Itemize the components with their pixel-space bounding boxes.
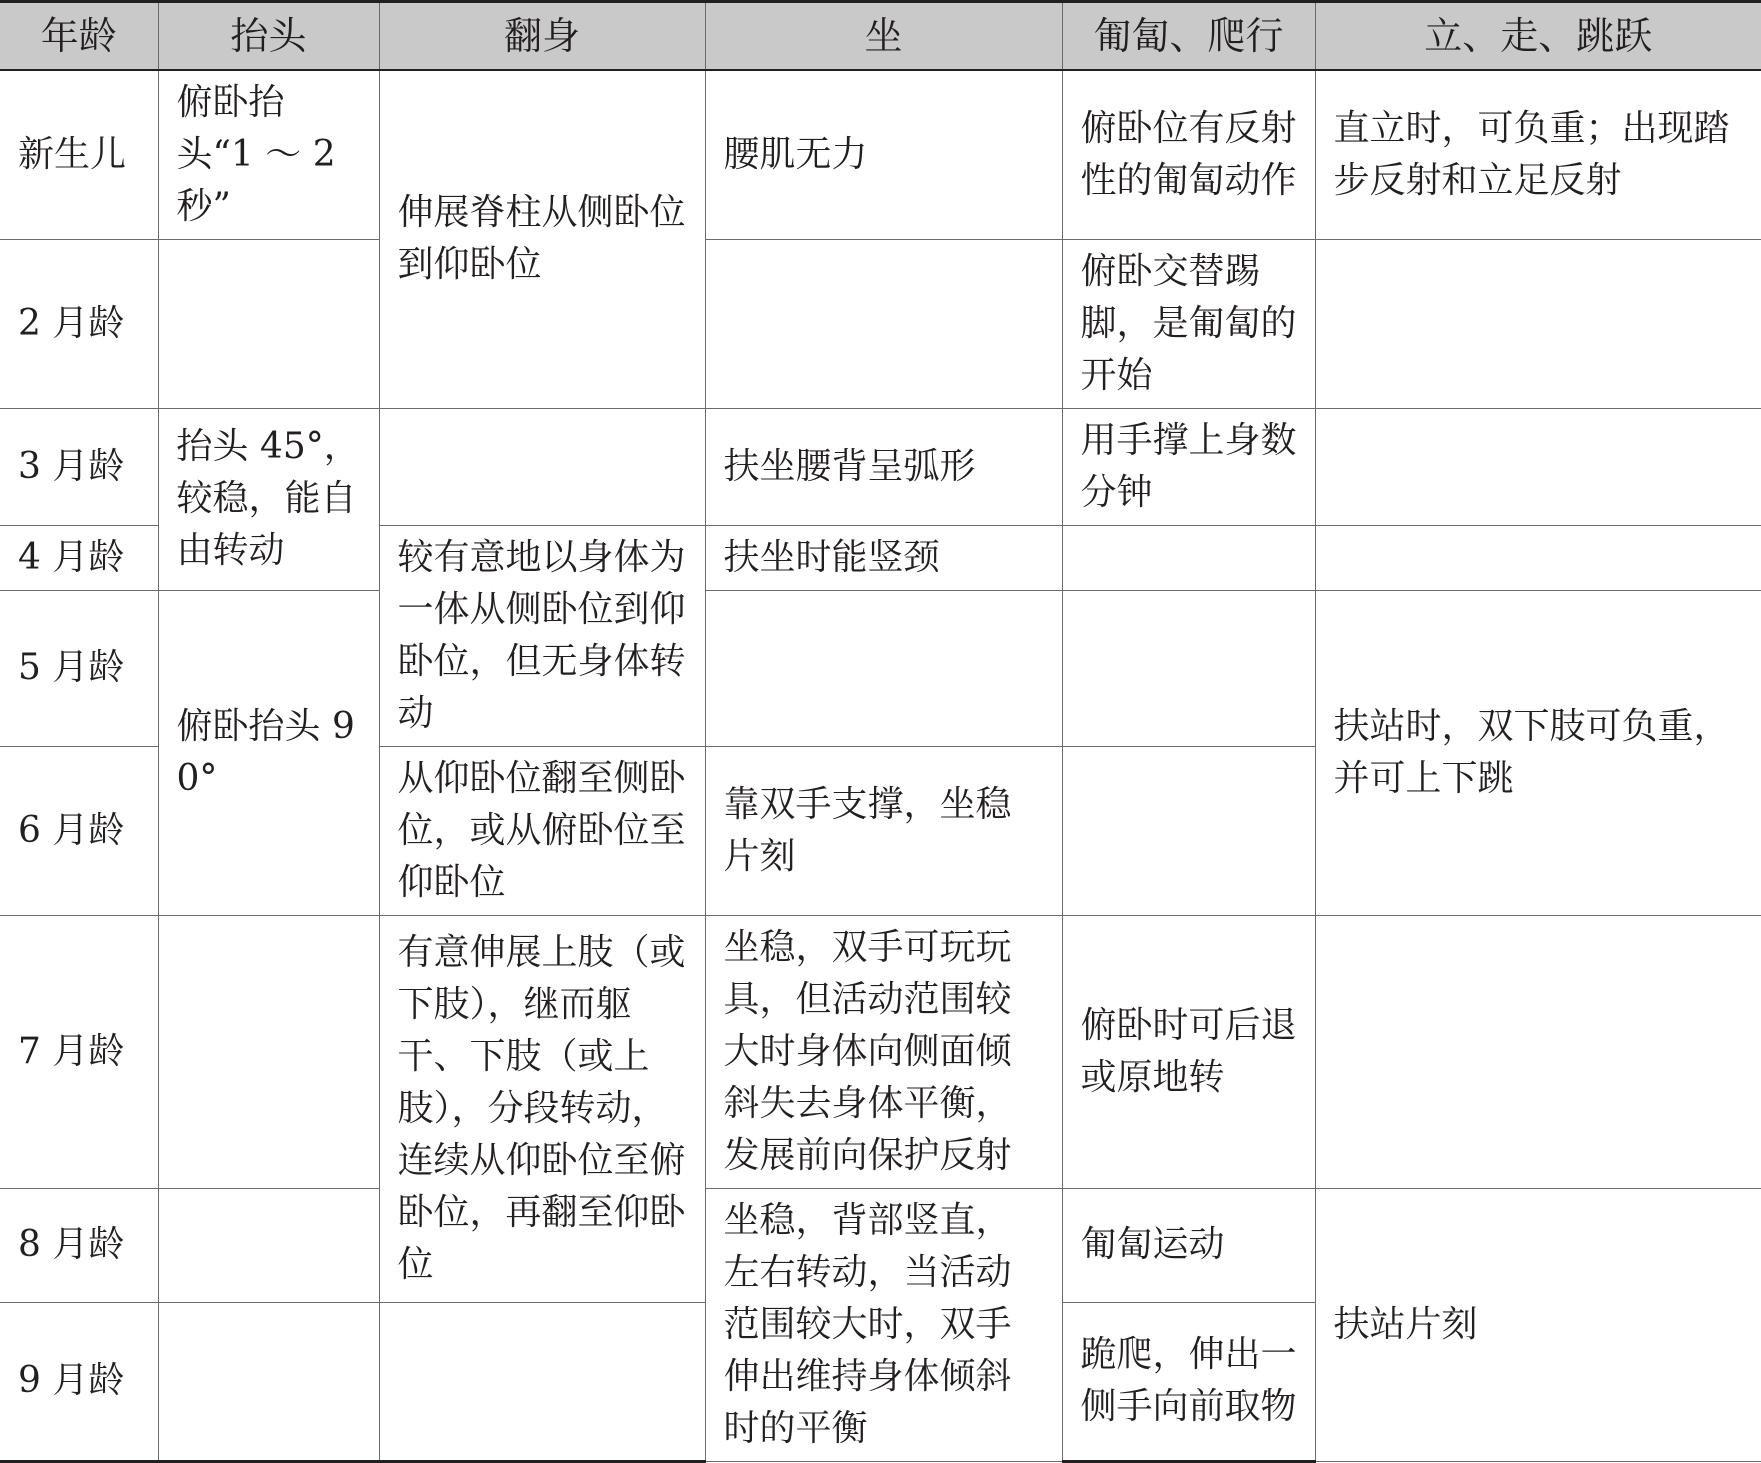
sit-cell: 扶坐时能竖颈 bbox=[705, 525, 1062, 590]
age-cell: 3 月龄 bbox=[0, 408, 158, 525]
head-lift-cell: 抬头 45°，较稳，能自由转动 bbox=[158, 408, 379, 590]
sit-cell: 坐稳，双手可玩玩具，但活动范围较大时身体向侧面倾斜失去身体平衡，发展前向保护反射 bbox=[705, 915, 1062, 1188]
head-lift-cell-empty bbox=[158, 915, 379, 1188]
age-cell: 2 月龄 bbox=[0, 239, 158, 408]
age-cell: 4 月龄 bbox=[0, 525, 158, 590]
age-cell: 8 月龄 bbox=[0, 1188, 158, 1302]
stand-cell: 扶站时，双下肢可负重，并可上下跳 bbox=[1315, 590, 1761, 915]
stand-cell: 直立时，可负重；出现踏步反射和立足反射 bbox=[1315, 70, 1761, 240]
age-cell: 9 月龄 bbox=[0, 1302, 158, 1461]
roll-cell: 有意伸展上肢（或下肢），继而躯干、下肢（或上肢），分段转动，连续从仰卧位至俯卧位，再翻至仰卧位 bbox=[379, 915, 705, 1302]
age-cell: 6 月龄 bbox=[0, 746, 158, 915]
header-head-lift: 抬头 bbox=[158, 2, 379, 70]
stand-cell-empty bbox=[1315, 915, 1761, 1188]
crawl-cell: 俯卧位有反射性的匍匐动作 bbox=[1062, 70, 1315, 240]
sit-cell: 坐稳，背部竖直，左右转动，当活动范围较大时，双手伸出维持身体倾斜时的平衡 bbox=[705, 1188, 1062, 1461]
header-stand: 立、走、跳跃 bbox=[1315, 2, 1761, 70]
sit-cell: 腰肌无力 bbox=[705, 70, 1062, 240]
age-cell: 新生儿 bbox=[0, 70, 158, 240]
stand-cell-empty bbox=[1315, 408, 1761, 525]
crawl-cell: 俯卧交替踢脚，是匍匐的开始 bbox=[1062, 239, 1315, 408]
stand-cell-empty bbox=[1315, 525, 1761, 590]
header-roll: 翻身 bbox=[379, 2, 705, 70]
table-row bbox=[0, 915, 1761, 1188]
age-cell: 7 月龄 bbox=[0, 915, 158, 1188]
sit-cell: 靠双手支撑，坐稳片刻 bbox=[705, 746, 1062, 915]
crawl-cell: 用手撑上身数分钟 bbox=[1062, 408, 1315, 525]
crawl-cell-empty bbox=[1062, 746, 1315, 915]
roll-cell-empty bbox=[379, 408, 705, 525]
stand-cell-empty bbox=[1315, 239, 1761, 408]
table-row bbox=[0, 408, 1761, 525]
table-row bbox=[0, 239, 1761, 408]
crawl-cell: 跪爬，伸出一侧手向前取物 bbox=[1062, 1302, 1315, 1461]
head-lift-cell: 俯卧抬头“1 ～ 2 秒” bbox=[158, 70, 379, 240]
table-row bbox=[0, 70, 1761, 240]
sit-cell: 扶坐腰背呈弧形 bbox=[705, 408, 1062, 525]
table-row bbox=[0, 1188, 1761, 1302]
roll-cell: 从仰卧位翻至侧卧位，或从俯卧位至仰卧位 bbox=[379, 746, 705, 915]
sit-cell-empty bbox=[705, 239, 1062, 408]
roll-cell: 较有意地以身体为一体从侧卧位到仰卧位，但无身体转动 bbox=[379, 525, 705, 746]
age-cell: 5 月龄 bbox=[0, 590, 158, 746]
head-lift-cell: 俯卧抬头 90° bbox=[158, 590, 379, 915]
crawl-cell-empty bbox=[1062, 590, 1315, 746]
roll-cell: 伸展脊柱从侧卧位到仰卧位 bbox=[379, 70, 705, 409]
roll-cell-empty bbox=[379, 1302, 705, 1461]
crawl-cell-empty bbox=[1062, 525, 1315, 590]
sit-cell-empty bbox=[705, 590, 1062, 746]
stand-cell: 扶站片刻 bbox=[1315, 1188, 1761, 1461]
crawl-cell: 匍匐运动 bbox=[1062, 1188, 1315, 1302]
header-row bbox=[0, 2, 1761, 70]
crawl-cell: 俯卧时可后退或原地转 bbox=[1062, 915, 1315, 1188]
head-lift-cell-empty bbox=[158, 1188, 379, 1302]
header-crawl: 匍匐、爬行 bbox=[1062, 2, 1315, 70]
header-age: 年龄 bbox=[0, 2, 158, 70]
head-lift-cell-empty bbox=[158, 239, 379, 408]
head-lift-cell-empty bbox=[158, 1302, 379, 1461]
header-sit: 坐 bbox=[705, 2, 1062, 70]
table-row bbox=[0, 590, 1761, 746]
